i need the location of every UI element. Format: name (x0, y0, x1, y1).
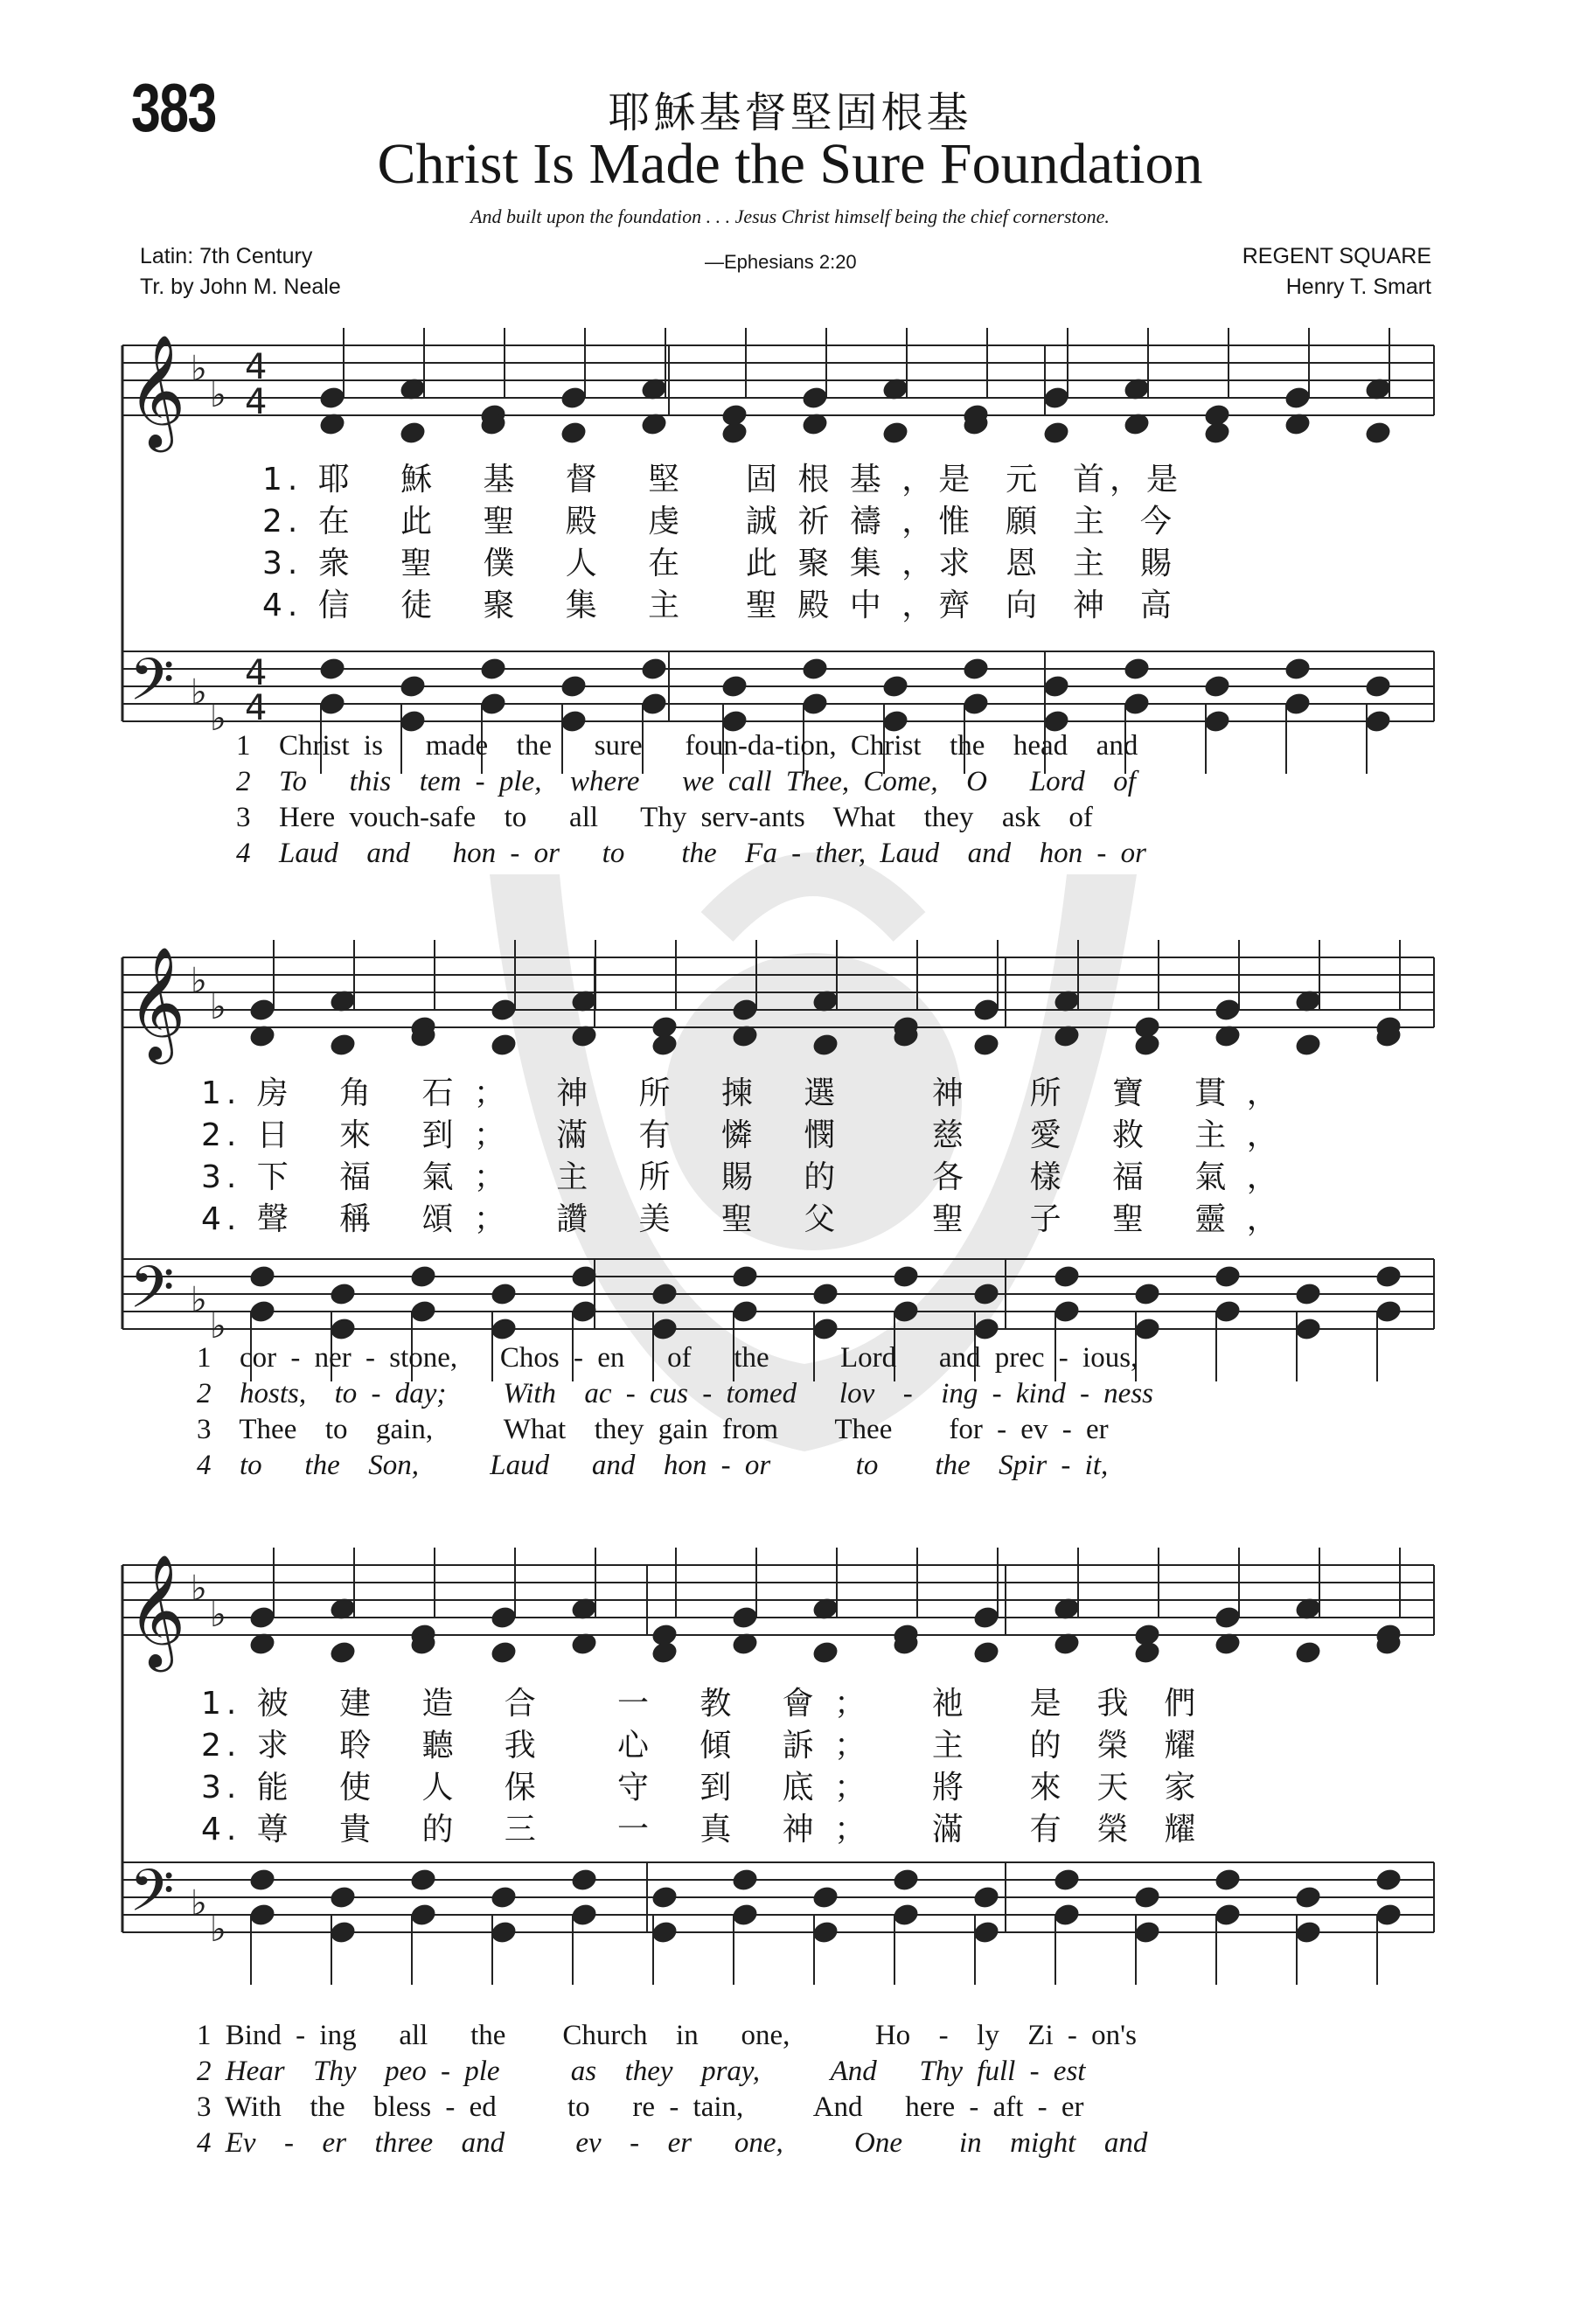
notehead (961, 656, 990, 682)
notehead (1132, 1316, 1161, 1342)
notehead (569, 1902, 598, 1928)
notehead (247, 1604, 276, 1631)
notehead (317, 385, 346, 411)
notehead (971, 997, 1000, 1023)
notehead (1041, 385, 1070, 411)
notehead (1132, 1281, 1161, 1307)
notehead (891, 1902, 920, 1928)
notehead (1374, 1263, 1403, 1290)
notehead (1213, 997, 1242, 1023)
notehead (1202, 708, 1231, 734)
chinese-verse-1: 1. 房 角 石 ； 神 所 揀 選 神 所 寶 貫 ， (201, 1075, 1284, 1111)
notehead (650, 1316, 679, 1342)
treble-clef-icon: 𝄞 (128, 1554, 186, 1667)
notehead (1293, 1316, 1322, 1342)
notehead (1363, 708, 1392, 734)
scripture-quote: And built upon the foundation . . . Jesus Christ himself being the chief cornerstone. (470, 205, 1110, 227)
notehead (891, 1263, 920, 1290)
english-verse-3: 3 With the bless - ed to re - tain, And here - aft - er (197, 2091, 1084, 2123)
notehead (1132, 1032, 1161, 1058)
composer-credit: Henry T. Smart (1285, 275, 1431, 299)
notehead (730, 1902, 759, 1928)
notehead (639, 691, 668, 717)
english-verse-2: 2 Hear Thy peo - ple as they pray, And Thy full - est (197, 2056, 1086, 2087)
notehead (891, 1867, 920, 1893)
notehead (891, 1298, 920, 1325)
chinese-verse-1: 1. 被 建 造 合 一 教 會 ； 祂 是 我 們 (201, 1686, 1201, 1722)
notehead (1052, 1298, 1081, 1325)
notehead (650, 1884, 679, 1910)
notehead (880, 420, 909, 446)
flat-icon: ♭ (210, 1910, 226, 1950)
bass-clef-icon: 𝄢 (129, 1857, 175, 1938)
notehead (1374, 1902, 1403, 1928)
notehead (811, 1884, 839, 1910)
english-verse-1: 1 Christ is made the sure foun-da-tion, Christ the head and (236, 730, 1138, 762)
notehead (1041, 673, 1070, 699)
notehead (247, 1298, 276, 1325)
notehead (398, 420, 427, 446)
flat-icon: ♭ (210, 987, 226, 1027)
notehead (1041, 420, 1070, 446)
bass-clef-icon: 𝄢 (129, 1254, 175, 1335)
chinese-verse-3: 3. 下 福 氣 ； 主 所 賜 的 各 樣 福 氣 ， (201, 1159, 1284, 1195)
flat-icon: ♭ (210, 375, 226, 415)
notehead (489, 1639, 518, 1666)
notehead (247, 1263, 276, 1290)
chinese-verse-4: 4. 信 徒 聚 集 主 聖 殿 中 ，齊 向 神 高 (262, 588, 1177, 623)
notehead (800, 656, 829, 682)
notehead (569, 1867, 598, 1893)
notehead (328, 1884, 357, 1910)
notehead (478, 691, 507, 717)
notehead (811, 1919, 839, 1945)
hymn-number: 383 (131, 69, 216, 146)
notehead (408, 1902, 437, 1928)
notehead (650, 1032, 679, 1058)
notehead (408, 1263, 437, 1290)
notehead (489, 1884, 518, 1910)
notehead (1213, 1263, 1242, 1290)
chinese-verse-4: 4. 聲 稱 頌 ； 讚 美 聖 父 聖 子 聖 靈 ， (201, 1201, 1284, 1237)
notehead (971, 1316, 1000, 1342)
notehead (489, 997, 518, 1023)
notehead (971, 1032, 1000, 1058)
notehead (328, 1639, 357, 1666)
notehead (1213, 1604, 1242, 1631)
flat-icon: ♭ (191, 1569, 207, 1609)
notehead (971, 1281, 1000, 1307)
notehead (1122, 691, 1151, 717)
notehead (730, 1298, 759, 1325)
english-verse-3: 3 Thee to gain, What they gain from Thee for - ev - er (197, 1414, 1109, 1445)
notehead (971, 1639, 1000, 1666)
english-verse-4: 4 to the Son, Laud and hon - or to the Spir - it, (197, 1450, 1109, 1481)
notehead (1293, 1919, 1322, 1945)
notehead (1132, 1884, 1161, 1910)
tune-name: REGENT SQUARE (1242, 244, 1431, 268)
notehead (971, 1604, 1000, 1631)
notehead (489, 1919, 518, 1945)
time-signature-top: 4 (245, 347, 268, 387)
notehead (811, 1316, 839, 1342)
time-signature-bottom: 4 (245, 382, 268, 422)
notehead (328, 1316, 357, 1342)
english-verse-1: 1 Bind - ing all the Church in one, Ho - ly Zi - on's (197, 2020, 1137, 2051)
english-verse-4: 4 Laud and hon - or to the Fa - ther, Laud and hon - or (236, 838, 1146, 869)
notehead (730, 1604, 759, 1631)
notehead (489, 1032, 518, 1058)
notehead (880, 673, 909, 699)
notehead (328, 1032, 357, 1058)
notehead (650, 1281, 679, 1307)
time-signature-bottom: 4 (245, 688, 268, 728)
notehead (559, 420, 588, 446)
notehead (408, 1867, 437, 1893)
notehead (650, 1919, 679, 1945)
notehead (1363, 673, 1392, 699)
notehead (720, 673, 748, 699)
notehead (408, 1298, 437, 1325)
notehead (971, 1884, 1000, 1910)
notehead (811, 1281, 839, 1307)
english-verse-4: 4 Ev - er three and ev - er one, One in might and (197, 2127, 1148, 2159)
notehead (247, 1902, 276, 1928)
notehead (489, 1604, 518, 1631)
notehead (478, 656, 507, 682)
scripture-reference: —Ephesians 2:20 (705, 251, 857, 273)
notehead (1052, 1902, 1081, 1928)
notehead (730, 1867, 759, 1893)
notehead (800, 691, 829, 717)
notehead (1293, 1281, 1322, 1307)
notehead (1374, 1298, 1403, 1325)
english-verse-1: 1 cor - ner - stone, Chos - en of the Lord and prec - ious, (197, 1342, 1138, 1374)
notehead (800, 385, 829, 411)
notehead (559, 385, 588, 411)
notehead (1052, 1867, 1081, 1893)
notehead (1293, 1884, 1322, 1910)
notehead (1293, 1639, 1322, 1666)
notehead (1283, 656, 1312, 682)
notehead (811, 1032, 839, 1058)
bass-clef-icon: 𝄢 (129, 646, 175, 727)
notehead (720, 420, 748, 446)
notehead (1283, 691, 1312, 717)
chinese-verse-4: 4. 尊 貴 的 三 一 真 神 ； 滿 有 榮 耀 (201, 1812, 1201, 1847)
notehead (247, 997, 276, 1023)
time-signature-top: 4 (245, 653, 268, 693)
notehead (1213, 1867, 1242, 1893)
flat-icon: ♭ (191, 672, 207, 713)
flat-icon: ♭ (191, 349, 207, 389)
chinese-verse-2: 2. 在 此 聖 殿 虔 誠 祈 禱 ，惟 願 主 今 (262, 504, 1177, 539)
translator-credit: Tr. by John M. Neale (140, 275, 341, 299)
notehead (1283, 385, 1312, 411)
chinese-verse-1: 1. 耶 穌 基 督 堅 固 根 基 ，是 元 首，是 (262, 462, 1183, 498)
chinese-verse-3: 3. 衆 聖 僕 人 在 此 聚 集 ，求 恩 主 賜 (262, 546, 1177, 581)
english-verse-2: 2 hosts, to - day; With ac - cus - tomed lov - ing - kind - ness (197, 1378, 1154, 1409)
notehead (971, 1919, 1000, 1945)
text-source: Latin: 7th Century (140, 244, 313, 268)
notehead (247, 1867, 276, 1893)
chinese-verse-2: 2. 日 來 到 ； 滿 有 憐 憫 慈 愛 救 主 ， (201, 1117, 1284, 1153)
flat-icon: ♭ (210, 1595, 226, 1635)
notehead (961, 691, 990, 717)
notehead (398, 673, 427, 699)
treble-clef-icon: 𝄞 (128, 334, 186, 448)
notehead (1202, 673, 1231, 699)
notehead (1213, 1902, 1242, 1928)
english-verse-2: 2 To this tem - ple, where we call Thee, Come, O Lord of (236, 766, 1136, 797)
notehead (328, 1281, 357, 1307)
hymn-title-english: Christ Is Made the Sure Foundation (377, 132, 1203, 196)
notehead (317, 691, 346, 717)
flat-icon: ♭ (191, 961, 207, 1001)
flat-icon: ♭ (210, 699, 226, 739)
notehead (730, 1263, 759, 1290)
chinese-verse-3: 3. 能 使 人 保 守 到 底 ； 將 來 天 家 (201, 1770, 1201, 1806)
notehead (811, 1639, 839, 1666)
notehead (1052, 1263, 1081, 1290)
notehead (1202, 420, 1231, 446)
notehead (328, 1919, 357, 1945)
notehead (1363, 420, 1392, 446)
notehead (559, 673, 588, 699)
notehead (1122, 656, 1151, 682)
treble-clef-icon: 𝄞 (128, 946, 186, 1060)
flat-icon: ♭ (191, 1883, 207, 1924)
notehead (1293, 1032, 1322, 1058)
notehead (639, 656, 668, 682)
notehead (1374, 1867, 1403, 1893)
notehead (1132, 1919, 1161, 1945)
notehead (489, 1316, 518, 1342)
chinese-verse-2: 2. 求 聆 聽 我 心 傾 訴 ； 主 的 榮 耀 (201, 1728, 1201, 1764)
english-verse-3: 3 Here vouch-safe to all Thy serv-ants What they ask of (236, 802, 1093, 833)
notehead (650, 1639, 679, 1666)
notehead (1213, 1298, 1242, 1325)
notehead (317, 656, 346, 682)
notehead (1132, 1639, 1161, 1666)
notehead (489, 1281, 518, 1307)
flat-icon: ♭ (210, 1306, 226, 1346)
flat-icon: ♭ (191, 1280, 207, 1320)
hymn-title-chinese: 耶穌基督堅固根基 (608, 88, 972, 137)
notehead (730, 997, 759, 1023)
